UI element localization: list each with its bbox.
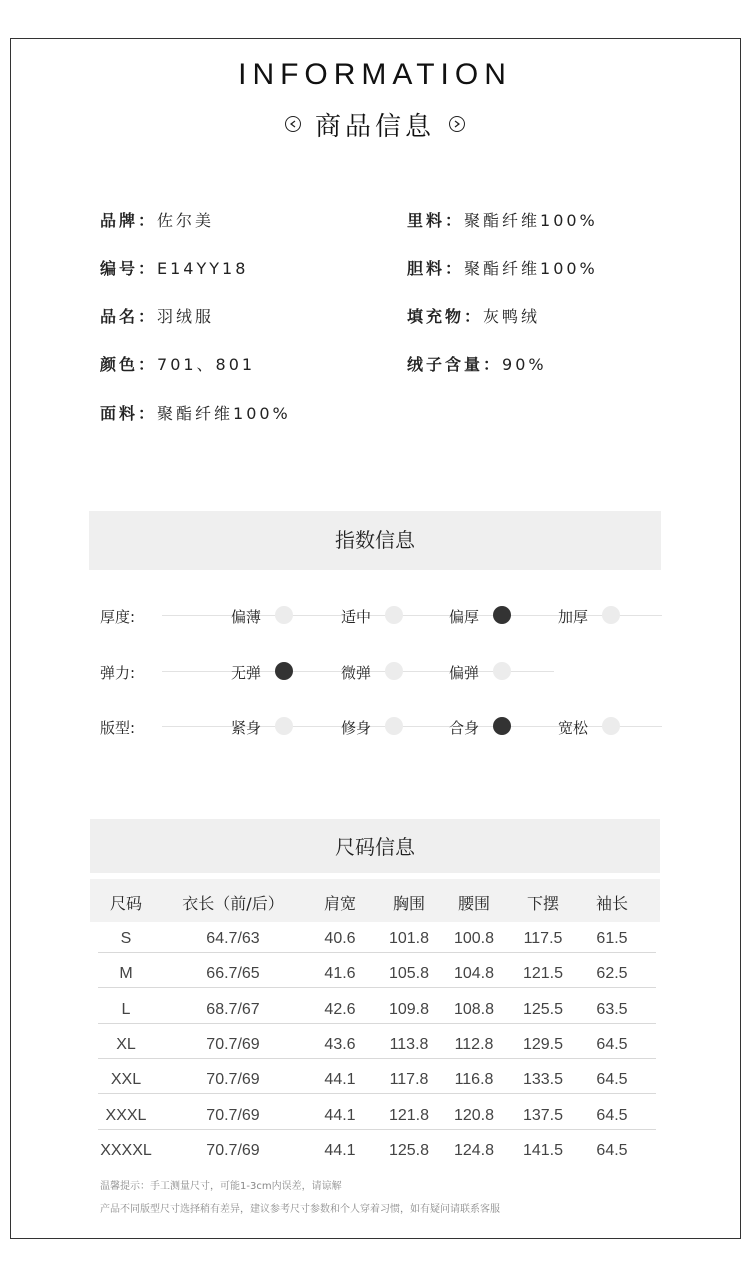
index-label-elasticity: 弹力: — [100, 664, 136, 682]
size-cell-sleeve: 62.5 — [596, 965, 628, 983]
size-cell-shoulder: 44.1 — [324, 1141, 356, 1159]
index-dot — [493, 662, 511, 680]
index-option: 修身 — [341, 719, 372, 737]
size-header-length: 衣长（前/后） — [182, 894, 284, 913]
size-cell-sleeve: 61.5 — [596, 930, 628, 947]
size-header-shoulder: 肩宽 — [323, 894, 356, 913]
index-dot — [385, 606, 403, 624]
size-cell-waist: 100.8 — [453, 930, 495, 947]
size-cell-chest: 125.8 — [388, 1141, 430, 1159]
size-cell-hem: 141.5 — [522, 1141, 564, 1159]
size-cell-length: 70.7/69 — [206, 1035, 260, 1053]
info-value: 701、801 — [157, 355, 256, 374]
size-cell-hem: 133.5 — [522, 1071, 564, 1089]
size-cell-shoulder: 42.6 — [324, 1000, 356, 1018]
info-value: 聚酯纤维100% — [464, 259, 598, 278]
size-cell-waist: 108.8 — [453, 1000, 495, 1018]
info-key: 胆料： — [407, 259, 465, 278]
info-key: 品牌： — [100, 211, 158, 230]
index-option: 紧身 — [231, 719, 262, 737]
index-dot — [602, 606, 620, 624]
note-measurement: 温馨提示：手工测量尺寸，可能1-3cm内误差，请谅解 — [100, 1181, 342, 1192]
size-row-divider — [98, 1023, 656, 1024]
info-value: 佐尔美 — [157, 211, 215, 230]
index-option: 加厚 — [558, 608, 589, 626]
size-section-title: 尺码信息 — [90, 819, 660, 873]
size-cell-sleeve: 63.5 — [596, 1000, 628, 1018]
size-header-hem: 下摆 — [526, 894, 559, 913]
info-value: 羽绒服 — [157, 307, 215, 326]
index-option: 适中 — [341, 608, 372, 626]
index-dot-selected — [493, 717, 511, 735]
info-value: E14YY18 — [157, 259, 249, 278]
index-dot-selected — [275, 662, 293, 680]
index-label-fit: 版型: — [100, 719, 136, 737]
info-value: 聚酯纤维100% — [464, 211, 598, 230]
size-cell-hem: 121.5 — [522, 965, 564, 983]
index-option: 微弹 — [341, 664, 372, 682]
size-cell-chest: 109.8 — [388, 1000, 430, 1018]
index-option: 偏厚 — [449, 608, 480, 626]
index-dot — [275, 717, 293, 735]
size-row-divider — [98, 987, 656, 988]
index-dot — [275, 606, 293, 624]
page-title-cn: 商品信息 — [314, 111, 435, 142]
index-option: 偏弹 — [449, 664, 480, 682]
size-cell-hem: 117.5 — [523, 930, 563, 947]
size-cell-chest: 117.8 — [389, 1071, 429, 1089]
arrow-right-icon — [449, 116, 465, 132]
size-cell-shoulder: 41.6 — [324, 965, 356, 983]
size-header-sleeve: 袖长 — [595, 894, 628, 913]
index-option: 无弹 — [231, 664, 262, 682]
info-key: 里料： — [407, 211, 465, 230]
size-cell-shoulder: 43.6 — [324, 1035, 356, 1053]
size-cell-length: 68.7/67 — [206, 1000, 260, 1018]
note-fit-advice: 产品不同版型尺寸选择稍有差异，建议参考尺寸参数和个人穿着习惯，如有疑问请联系客服 — [100, 1204, 500, 1215]
size-cell-size: XXXXL — [100, 1141, 152, 1159]
info-key: 编号： — [100, 259, 158, 278]
info-key: 颜色： — [100, 355, 158, 374]
size-cell-sleeve: 64.5 — [596, 1141, 628, 1159]
size-cell-length: 70.7/69 — [206, 1141, 260, 1159]
info-value: 聚酯纤维100% — [157, 404, 291, 423]
info-down-content — [407, 352, 547, 375]
size-cell-waist: 124.8 — [453, 1141, 495, 1159]
size-row-divider — [98, 952, 656, 953]
index-dot — [385, 662, 403, 680]
arrow-left-icon — [285, 116, 301, 132]
index-dot — [602, 717, 620, 735]
size-header-waist: 腰围 — [457, 894, 490, 913]
info-brand — [100, 208, 214, 231]
size-cell-size: S — [120, 930, 132, 947]
info-color — [100, 352, 255, 375]
index-dot — [385, 717, 403, 735]
size-cell-sleeve: 64.5 — [596, 1035, 628, 1053]
size-header-size: 尺码 — [109, 894, 142, 913]
index-dot-selected — [493, 606, 511, 624]
size-cell-size: L — [121, 1000, 131, 1018]
info-key: 绒子含量： — [407, 355, 503, 374]
size-cell-shoulder: 44.1 — [324, 1071, 356, 1089]
info-value: 90% — [502, 355, 547, 374]
size-cell-sleeve: 64.5 — [596, 1071, 628, 1089]
info-value: 灰鸭绒 — [483, 307, 541, 326]
info-key: 品名： — [100, 307, 158, 326]
size-header-chest: 胸围 — [392, 894, 425, 913]
size-cell-chest: 105.8 — [388, 965, 430, 983]
size-cell-size: XXL — [110, 1071, 142, 1089]
size-row-divider — [98, 1058, 656, 1059]
size-row-divider — [98, 1129, 656, 1130]
index-option: 宽松 — [558, 719, 589, 737]
size-cell-chest: 121.8 — [388, 1106, 430, 1124]
size-cell-size: XXXL — [105, 1106, 147, 1124]
size-cell-hem: 125.5 — [522, 1000, 564, 1018]
page-title-cn-row — [0, 106, 750, 142]
size-cell-length: 70.7/69 — [206, 1106, 260, 1124]
size-row-divider — [98, 1093, 656, 1094]
info-product-name — [100, 304, 214, 327]
size-cell-chest: 101.8 — [388, 930, 430, 947]
size-cell-waist: 112.8 — [454, 1035, 494, 1053]
size-cell-waist: 120.8 — [453, 1106, 495, 1124]
size-cell-length: 66.7/65 — [206, 965, 260, 983]
size-cell-hem: 129.5 — [522, 1035, 564, 1053]
size-cell-size: M — [119, 965, 133, 983]
info-lining — [407, 208, 598, 231]
info-fabric — [100, 401, 291, 424]
size-cell-length: 70.7/69 — [206, 1071, 260, 1089]
index-label-thickness: 厚度: — [100, 608, 136, 626]
size-cell-shoulder: 44.1 — [324, 1106, 356, 1124]
index-section-title: 指数信息 — [89, 511, 661, 570]
info-filling — [407, 304, 540, 327]
size-cell-chest: 113.8 — [389, 1035, 429, 1053]
page-title-en: INFORMATION — [238, 58, 512, 91]
size-cell-shoulder: 40.6 — [324, 930, 356, 947]
size-cell-length: 64.7/63 — [206, 930, 260, 947]
index-option: 合身 — [449, 719, 480, 737]
index-option: 偏薄 — [231, 608, 262, 626]
size-cell-hem: 137.5 — [522, 1106, 564, 1124]
size-cell-size: XL — [116, 1035, 136, 1053]
info-bladder — [407, 256, 598, 279]
info-code — [100, 256, 248, 279]
size-cell-sleeve: 64.5 — [596, 1106, 628, 1124]
info-key: 填充物： — [407, 307, 484, 326]
size-cell-waist: 116.8 — [454, 1071, 494, 1089]
info-key: 面料： — [100, 404, 158, 423]
size-cell-waist: 104.8 — [453, 965, 495, 983]
